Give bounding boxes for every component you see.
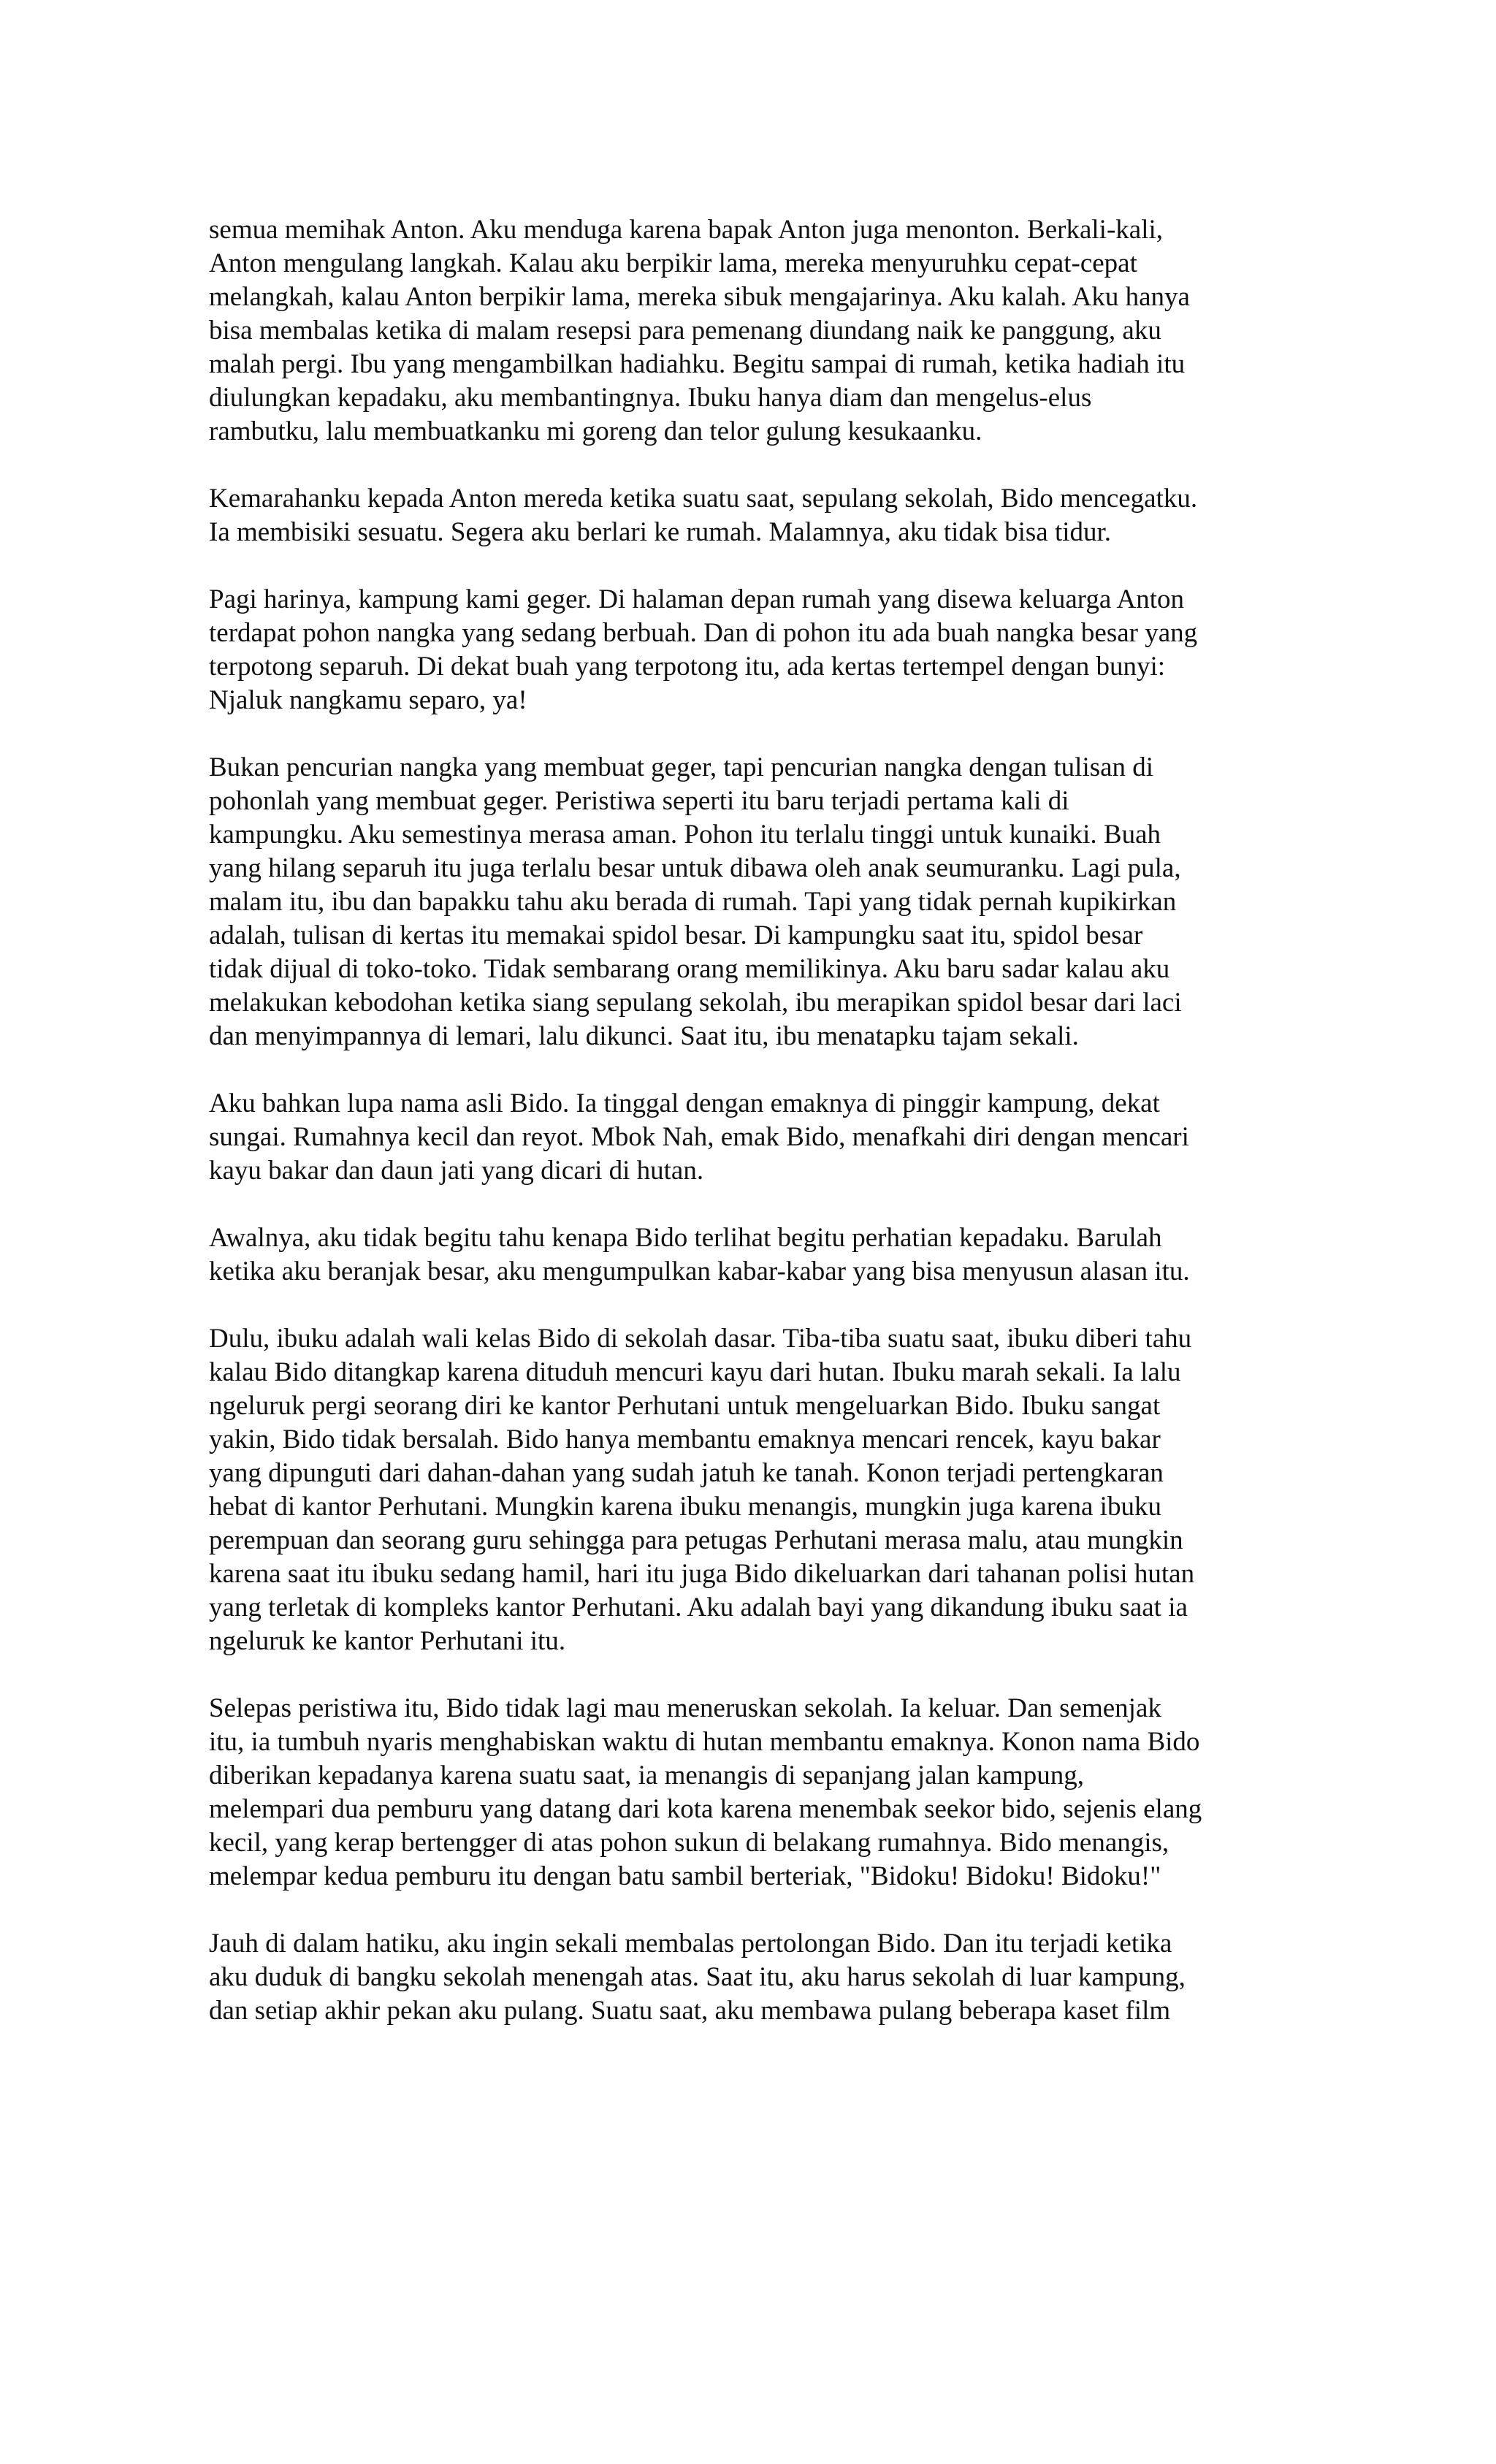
text-line: ketika aku beranjak besar, aku mengumpulkan kabar-kabar yang bisa menyusun alasan itu. [209, 1256, 1190, 1286]
text-line: Njaluk nangkamu separo, ya! [209, 685, 527, 715]
paragraph-2 [209, 482, 1305, 549]
text-line: melempari dua pemburu yang datang dari kota karena menembak seekor bido, sejenis elang [209, 1794, 1202, 1824]
text-line: Aku bahkan lupa nama asli Bido. Ia tinggal dengan emaknya di pinggir kampung, dekat [209, 1088, 1160, 1118]
text-line: adalah, tulisan di kertas itu memakai spidol besar. Di kampungku saat itu, spidol besar [209, 920, 1143, 950]
text-line: Ia membisiki sesuatu. Segera aku berlari ke rumah. Malamnya, aku tidak bisa tidur. [209, 517, 1112, 547]
text-line: terdapat pohon nangka yang sedang berbuah. Dan di pohon itu ada buah nangka besar yang [209, 618, 1198, 648]
paragraph-6 [209, 1221, 1305, 1289]
paragraph-9 [209, 1927, 1305, 2028]
text-line: karena saat itu ibuku sedang hamil, hari itu juga Bido dikeluarkan dari tahanan polisi hutan [209, 1559, 1195, 1589]
text-line: dan menyimpannya di lemari, lalu dikunci. Saat itu, ibu menatapku tajam sekali. [209, 1021, 1079, 1051]
paragraph-4 [209, 751, 1305, 1053]
paragraph-7 [209, 1322, 1305, 1658]
text-line: pohonlah yang membuat geger. Peristiwa seperti itu baru terjadi pertama kali di [209, 786, 1069, 816]
text-line: semua memihak Anton. Aku menduga karena bapak Anton juga menonton. Berkali-kali, [209, 215, 1164, 245]
text-line: diulungkan kepadaku, aku membantingnya. Ibuku hanya diam dan mengelus-elus [209, 383, 1092, 413]
text-line: Dulu, ibuku adalah wali kelas Bido di sekolah dasar. Tiba-tiba suatu saat, ibuku diberi tahu [209, 1324, 1192, 1354]
paragraph-5 [209, 1087, 1305, 1188]
text-line: kayu bakar dan daun jati yang dicari di hutan. [209, 1156, 704, 1186]
text-line: kecil, yang kerap bertengger di atas pohon sukun di belakang rumahnya. Bido menangis, [209, 1828, 1169, 1858]
text-line: Awalnya, aku tidak begitu tahu kenapa Bido terlihat begitu perhatian kepadaku. Barulah [209, 1223, 1162, 1253]
text-line: Anton mengulang langkah. Kalau aku berpikir lama, mereka menyuruhku cepat-cepat [209, 248, 1137, 278]
text-line: itu, ia tumbuh nyaris menghabiskan waktu di hutan membantu emaknya. Konon nama Bido [209, 1727, 1200, 1757]
text-line: ngeluruk pergi seorang diri ke kantor Perhutani untuk mengeluarkan Bido. Ibuku sangat [209, 1391, 1161, 1421]
text-line: bisa membalas ketika di malam resepsi para pemenang diundang naik ke panggung, aku [209, 316, 1161, 346]
text-line: melakukan kebodohan ketika siang sepulang sekolah, ibu merapikan spidol besar dari laci [209, 988, 1182, 1018]
paragraph-8 [209, 1692, 1305, 1893]
text-line: diberikan kepadanya karena suatu saat, ia menangis di sepanjang jalan kampung, [209, 1761, 1084, 1790]
text-line: perempuan dan seorang guru sehingga para petugas Perhutani merasa malu, atau mungkin [209, 1525, 1183, 1555]
text-line: sungai. Rumahnya kecil dan reyot. Mbok Nah, emak Bido, menafkahi diri dengan mencari [209, 1122, 1189, 1152]
text-line: malah pergi. Ibu yang mengambilkan hadiahku. Begitu sampai di rumah, ketika hadiah itu [209, 349, 1186, 379]
text-line: rambutku, lalu membuatkanku mi goreng dan telor gulung kesukaanku. [209, 416, 982, 446]
text-line: yang hilang separuh itu juga terlalu besar untuk dibawa oleh anak seumuranku. Lagi pula, [209, 853, 1181, 883]
text-line: malam itu, ibu dan bapakku tahu aku berada di rumah. Tapi yang tidak pernah kupikirkan [209, 887, 1177, 917]
text-line: dan setiap akhir pekan aku pulang. Suatu saat, aku membawa pulang beberapa kaset film [209, 1996, 1171, 2026]
text-line: Selepas peristiwa itu, Bido tidak lagi mau meneruskan sekolah. Ia keluar. Dan semenjak [209, 1693, 1161, 1723]
text-line: yakin, Bido tidak bersalah. Bido hanya membantu emaknya mencari rencek, kayu bakar [209, 1424, 1161, 1454]
text-line: kalau Bido ditangkap karena dituduh mencuri kayu dari hutan. Ibuku marah sekali. Ia lalu [209, 1357, 1181, 1387]
text-line: Kemarahanku kepada Anton mereda ketika suatu saat, sepulang sekolah, Bido mencegatku. [209, 484, 1198, 514]
text-line: Jauh di dalam hatiku, aku ingin sekali membalas pertolongan Bido. Dan itu terjadi ketika [209, 1929, 1172, 1958]
text-line: yang terletak di kompleks kantor Perhutani. Aku adalah bayi yang dikandung ibuku saat ia [209, 1593, 1188, 1622]
text-line: kampungku. Aku semestinya merasa aman. Pohon itu terlalu tinggi untuk kunaiki. Buah [209, 820, 1161, 850]
text-line: ngeluruk ke kantor Perhutani itu. [209, 1626, 566, 1656]
paragraph-3 [209, 583, 1305, 717]
text-line: yang dipunguti dari dahan-dahan yang sudah jatuh ke tanah. Konon terjadi pertengkaran [209, 1458, 1164, 1488]
paragraph-1 [209, 213, 1305, 449]
text-line: Bukan pencurian nangka yang membuat geger, tapi pencurian nangka dengan tulisan di [209, 752, 1154, 782]
text-line: Pagi harinya, kampung kami geger. Di halaman depan rumah yang disewa keluarga Anton [209, 584, 1185, 614]
text-line: terpotong separuh. Di dekat buah yang terpotong itu, ada kertas tertempel dengan bunyi: [209, 652, 1166, 682]
text-line: hebat di kantor Perhutani. Mungkin karena ibuku menangis, mungkin juga karena ibuku [209, 1492, 1161, 1522]
text-line: melangkah, kalau Anton berpikir lama, mereka sibuk mengajarinya. Aku kalah. Aku hanya [209, 282, 1190, 312]
text-line: aku duduk di bangku sekolah menengah atas. Saat itu, aku harus sekolah di luar kampung, [209, 1962, 1186, 1992]
document-body [209, 213, 1305, 2061]
text-line: melempar kedua pemburu itu dengan batu sambil berteriak, "Bidoku! Bidoku! Bidoku!" [209, 1861, 1161, 1891]
text-line: tidak dijual di toko-toko. Tidak sembarang orang memilikinya. Aku baru sadar kalau aku [209, 954, 1170, 984]
